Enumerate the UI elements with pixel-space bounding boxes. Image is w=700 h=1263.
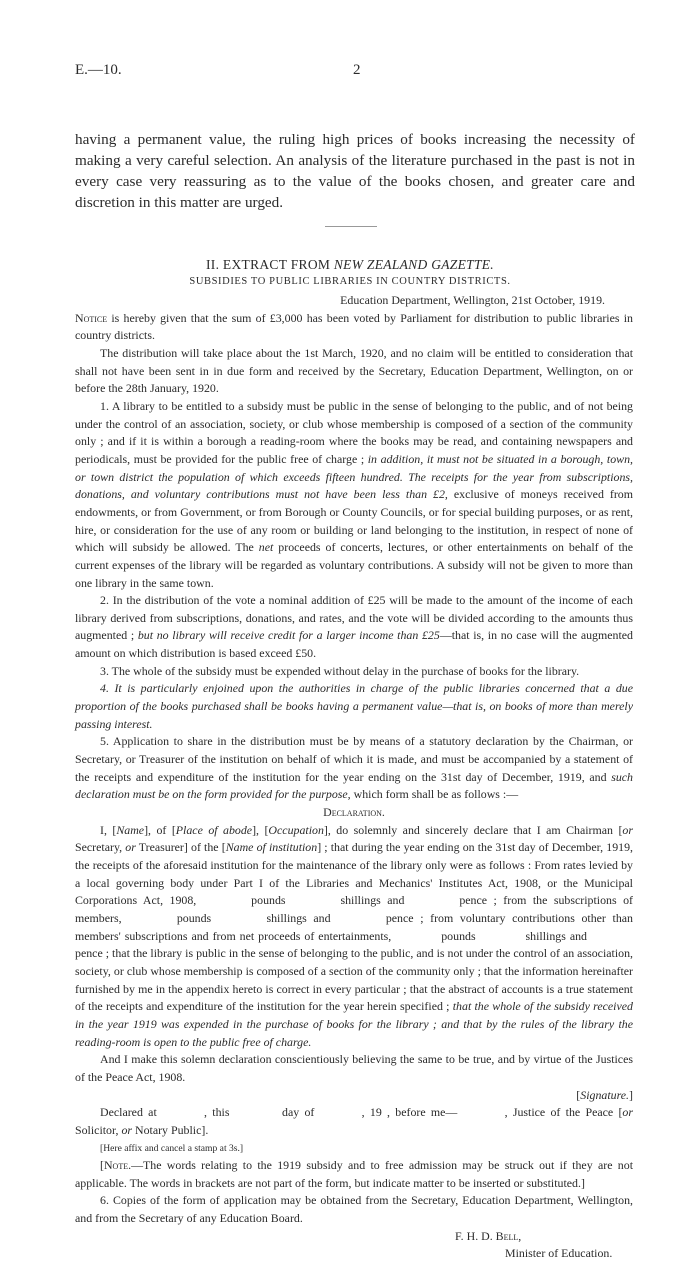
text-segment: Declared at [100, 1105, 163, 1120]
text-segment: —The words relating to the 1919 subsidy and to free admission may be struck out if they are not applicable. The words in brackets are not part of the form, but indicate matter to be inserted or substituted.] [75, 1158, 633, 1190]
text-segment: Name of institution [225, 840, 318, 855]
text-segment: [ [576, 1087, 581, 1102]
text-segment: Minister of Education. [505, 1246, 613, 1261]
text-segment: pounds [244, 893, 292, 908]
dateline: Education Department, Wellington, 21st October, 1919. [340, 293, 605, 307]
text-segment: —that is, in no case will the augmented amount on which distribution is based exceed £50. [75, 628, 633, 661]
text-segment: [ [100, 1158, 104, 1173]
text-segment: pence ; that the library is public in the sense of belonging to the public, and is not under the control of an association, society, or club whose membership is composed of a section of the community only ; that the information hereinafter furnished by me in the appendix hereto is correct in every particular ; that the abstract of accounts is a true statement of the receipts and expenditure of the institution for the year herein specified ; [75, 946, 633, 1014]
section-title-prefix: II. EXTRACT FROM [205, 257, 334, 272]
gazette-name: NEW ZEALAND GAZETTE. [333, 257, 494, 272]
text-segment: The distribution will take place about the 1st March, 1920, and no claim will be entitled to consideration that shall not have been sent in in due form and received by the Secretary, Education Department, Wellington, on or before the 28th January, 1920. [75, 345, 633, 396]
text-segment: pence ; from the subscriptions of members, [75, 893, 633, 925]
text-segment: shillings and [521, 928, 591, 943]
text-segment: net [258, 540, 274, 555]
text-segment: [Here affix and cancel a stamp at 3s.] [100, 1142, 244, 1154]
text-segment: ], [ [252, 822, 269, 837]
text-segment: or [622, 1105, 633, 1120]
section-subtitle: SUBSIDIES TO PUBLIC LIBRARIES IN COUNTRY DISTRICTS. [189, 276, 511, 287]
document-code: E.—10. [75, 62, 122, 78]
page-number: 2 [353, 62, 361, 78]
text-segment: , this [204, 1105, 235, 1120]
text-segment: such declaration must be on the form provided for the purpose, [75, 769, 633, 802]
notice-paragraph [75, 1192, 633, 1227]
notice-paragraph [75, 1051, 633, 1086]
text-segment: pounds [170, 910, 218, 925]
text-segment: And I make this solemn declaration conscientiously believing the same to be true, and by virtue of the Justices of the Peace Act, 1908. [75, 1052, 633, 1084]
text-segment: that the whole of the subsidy received in the year 1919 was expended in the purchase of books for the library ; and that by the rules of the library the reading-room is open to the public free of charge. [75, 999, 633, 1049]
text-segment: or [622, 822, 633, 837]
gazette-notice-body [75, 292, 633, 1263]
notice-paragraph [75, 680, 633, 733]
text-segment: ] [629, 1087, 633, 1102]
text-segment: 3. The whole of the subsidy must be expended without delay in the purchase of books for the library. [100, 663, 580, 678]
text-segment: Bell, [495, 1228, 522, 1243]
text-segment: 6. Copies of the form of application may be obtained from the Secretary, Education Department, Wellington, and from the Secretary of any Education Board. [75, 1193, 633, 1226]
text-segment: exclusive of moneys received from endowments, or from Government, or from Borough or County Councils, or for special building purposes, or as rent, hire, or consideration for the use of any room or building or land belonging to the institution, in respect of none of which will subsidy be allowed. The [75, 487, 633, 555]
text-segment: 4. It is particularly enjoined upon the authorities in charge of the public libraries concerned that a due proportion of the books purchased shall be books having a permanent value—that is, on books of more than merely passing interest. [75, 681, 633, 731]
notice-paragraph [75, 1140, 633, 1158]
text-segment: shillings and [334, 893, 411, 908]
notice-paragraph [75, 804, 633, 822]
intro-paragraph: having a permanent value, the ruling high prices of books increasing the necessity of making a very careful selection. An analysis of the literature purchased in the past is not in every case very reassuring as to the value of the books chosen, and greater care and discretion in this matter are urged. [75, 131, 635, 211]
text-segment: 2. In the distribution of the vote a nominal addition of £25 will be made to the amount of the income of each library derived from subscriptions, donations, and rates, and the vote will be divided according to the amounts thus augmented ; [75, 593, 633, 643]
notice-paragraph [75, 1228, 633, 1246]
notice-paragraph [75, 663, 633, 681]
text-segment: or [125, 840, 136, 855]
text-segment: , 19 , before me— [361, 1105, 463, 1120]
notice-paragraph [75, 1245, 633, 1263]
text-segment: shillings and [259, 910, 338, 925]
notice-paragraph [75, 1087, 633, 1105]
text-segment: Treasurer] of the [ [135, 840, 226, 855]
text-segment: Notice [75, 310, 108, 325]
text-segment: pounds [437, 928, 480, 943]
text-segment: Signature. [580, 1087, 630, 1102]
text-segment: Solicitor, [75, 1122, 122, 1137]
text-segment: Name [116, 822, 145, 837]
notice-paragraph [75, 1104, 633, 1139]
section-title [0, 257, 700, 273]
text-segment: which form shall be as follows :— [350, 787, 519, 802]
text-segment: 5. Application to share in the distribution must be by means of a statutory declaration by the Chairman, or Secretary, or Treasurer of the institution on behalf of which it is made, and must be accompanied by a statement of the receipts and expenditure of the institution for the year ending on the 31st day of December, 1919, and [75, 734, 633, 784]
text-segment: , Justice of the Peace [ [504, 1105, 623, 1120]
notice-paragraph [75, 1157, 633, 1192]
notice-paragraph [75, 733, 633, 804]
text-segment: Occupation [268, 822, 324, 837]
text-segment: day of [276, 1105, 320, 1120]
text-segment: I, [ [100, 822, 117, 837]
text-segment: is hereby given that the sum of £3,000 has been voted by Parliament for distribution to public libraries in country districts. [75, 310, 633, 343]
text-segment: Place of abode [175, 822, 253, 837]
text-segment: ], of [ [144, 822, 176, 837]
notice-paragraph [75, 310, 633, 345]
text-segment: but no library will receive credit for a larger income than £25 [137, 628, 440, 643]
section-divider [325, 226, 377, 227]
text-segment: Note. [103, 1158, 132, 1173]
text-segment: proceeds of concerts, lectures, or other entertainments on behalf of the current expenses of the library will be regarded as voluntary contributions. A subsidy will not be given to more than one library in the same town. [75, 540, 633, 590]
text-segment: in addition, it must not be situated in a borough, town, or town district the population of which exceeds fifteen hundred. The receipts for the year from subscriptions, donations, and voluntary contributions must not have been less than £2, [75, 451, 633, 502]
text-segment: Declaration. [323, 805, 385, 820]
text-segment: or [121, 1122, 133, 1137]
notice-paragraph [75, 592, 633, 663]
text-segment: 1. A library to be entitled to a subsidy must be public in the sense of belonging to the public, and of not being under the control of an association, society, or club whose membership is composed of a section of the community only ; and if it is within a borough a reading-room where the books may be read, and containing newspapers and periodicals, must be provided for the public free of charge ; [75, 398, 633, 466]
text-segment: ] ; that during the year ending on the 31st day of December, 1919, the receipts of the aforesaid institution for the maintenance of the library only were as follows : From rates levied by a local governing body under Part I of the Libraries and Mechanics' Institutes Act, 1908, or the Municipal Corporations Act, 1908, [75, 840, 634, 908]
notice-paragraph [75, 822, 633, 1052]
text-segment: ], do solemnly and sincerely declare that I am Chairman [ [323, 822, 623, 837]
notice-paragraph [75, 398, 633, 592]
text-segment: pence ; from voluntary contributions other than members' subscriptions and from net proceeds of entertainments, [75, 910, 633, 943]
notice-paragraph [75, 345, 633, 398]
text-segment: Notary Public]. [132, 1122, 209, 1137]
text-segment: Secretary, [75, 840, 126, 855]
text-segment: F. H. D. [455, 1228, 496, 1243]
